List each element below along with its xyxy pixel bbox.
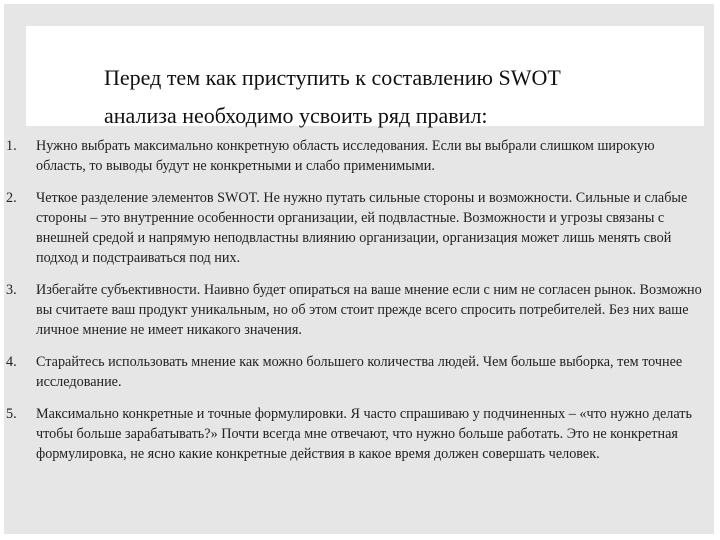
list-item xyxy=(0,280,705,340)
title-card xyxy=(26,26,704,126)
list-item xyxy=(0,188,705,268)
item-number: 2. xyxy=(6,190,17,206)
item-text: Максимально конкретные и точные формулировки. Я часто спрашиваю у подчиненных – «что нужно делать чтобы больше зарабатывать?» Почти всегда мне отвечают, что нужно больше работать. Это не конкретная формулировка, не ясно какие конкретные действия в какое время должен совершать человек. xyxy=(36,406,692,462)
rules-list xyxy=(0,136,705,476)
slide-title xyxy=(104,59,704,135)
item-text: Старайтесь использовать мнение как можно большего количества людей. Чем больше выборка, тем точнее исследование. xyxy=(36,354,683,390)
list-item xyxy=(0,136,705,176)
item-text: Нужно выбрать максимально конкретную область исследования. Если вы выбрали слишком широкую область, то выводы будут не конкретными и слабо применимыми. xyxy=(36,138,655,174)
item-text: Четкое разделение элементов SWOT. Не нужно путать сильные стороны и возможности. Сильные и слабые стороны – это внутренние особенности организации, ей подвластные. Возможности и угрозы связаны с внешней средой и напрямую неподвластны влиянию организации, организация может лишь менять свой подход и подстраиваться под них. xyxy=(36,190,688,266)
item-number: 5. xyxy=(6,406,17,422)
list-item xyxy=(0,352,705,392)
item-text: Избегайте субъективности. Наивно будет опираться на ваше мнение если с ним не согласен рынок. Возможно вы считаете ваш продукт уникальным, но об этом стоит прежде всего спросить потребителей. Без них ваше личное мнение не имеет никакого значения. xyxy=(36,282,702,338)
item-number: 3. xyxy=(6,282,17,298)
item-number: 4. xyxy=(6,354,17,370)
title-line-2: анализа необходимо усвоить ряд правил: xyxy=(104,103,488,128)
title-line-1: Перед тем как приступить к составлению SWOT xyxy=(104,65,561,90)
list-item xyxy=(0,404,705,464)
item-number: 1. xyxy=(6,138,17,154)
